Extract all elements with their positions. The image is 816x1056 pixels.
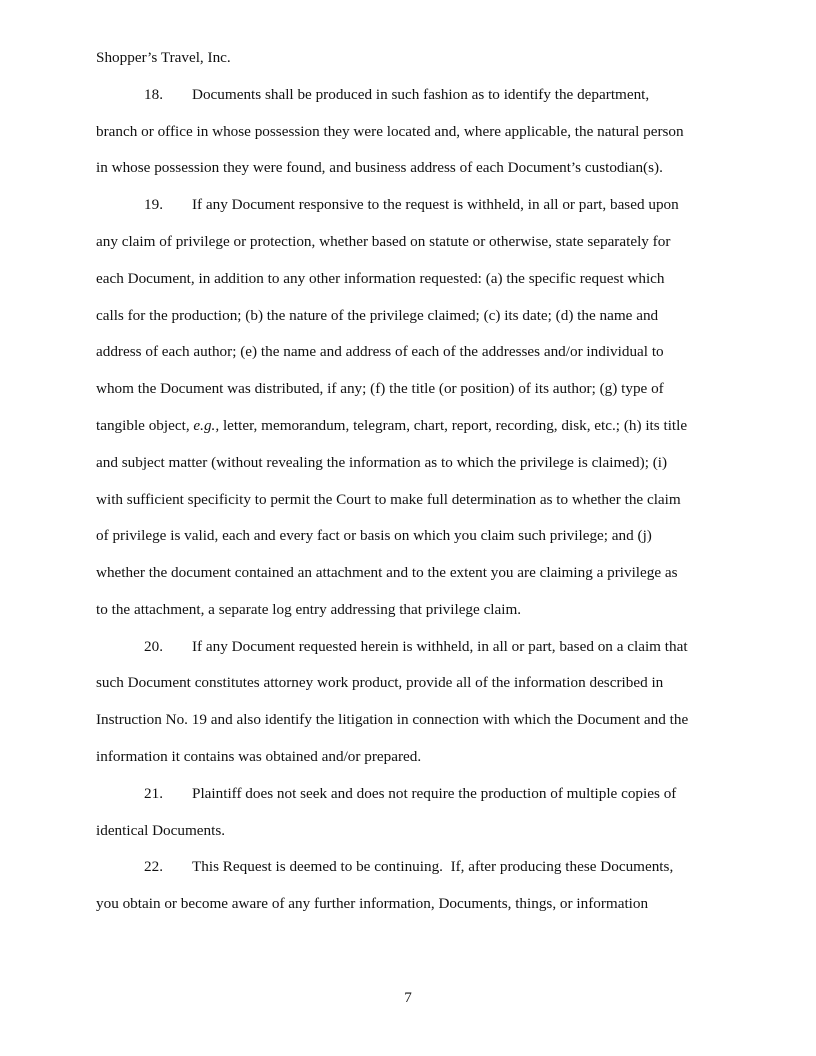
paragraph-21-line-2: identical Documents.: [96, 822, 226, 839]
paragraph-20-line-1: If any Document requested herein is withheld, in all or part, based on a claim that: [192, 638, 688, 655]
paragraph-19-line-6: whom the Document was distributed, if any; (f) the title (or position) of its author; (g) type of: [96, 380, 664, 397]
page-number: 7: [404, 989, 412, 1006]
paragraph-19-line-4: calls for the production; (b) the nature of the privilege claimed; (c) its date; (d) the name and: [96, 307, 659, 324]
paragraph-20-line-3: Instruction No. 19 and also identify the litigation in connection with which the Document and the: [96, 711, 689, 728]
paragraph-19-line-10: of privilege is valid, each and every fact or basis on which you claim such privilege; and (j): [96, 527, 652, 544]
paragraph-19-line-8: and subject matter (without revealing the information as to which the privilege is claimed); (i): [96, 454, 668, 471]
paragraph-19-line-12: to the attachment, a separate log entry addressing that privilege claim.: [96, 601, 522, 618]
paragraph-number-20: 20.: [144, 638, 163, 655]
paragraph-20-line-2: such Document constitutes attorney work product, provide all of the information described in: [96, 674, 664, 691]
running-head: Shopper’s Travel, Inc.: [96, 49, 231, 66]
paragraph-22-line-1: This Request is deemed to be continuing. If, after producing these Documents,: [192, 858, 674, 875]
paragraph-19-line-7-end: letter, memorandum, telegram, chart, report, recording, disk, etc.; (h) its title: [222, 417, 688, 434]
paragraph-22-line-2: you obtain or become aware of any further information, Documents, things, or information: [96, 895, 649, 912]
paragraph-19-line-7-start: tangible object,: [96, 417, 190, 434]
paragraph-19-line-11: whether the document contained an attachment and to the extent you are claiming a privilege as: [96, 564, 678, 581]
paragraph-20-line-4: information it contains was obtained and/or prepared.: [96, 748, 422, 765]
paragraph-18-line-1: Documents shall be produced in such fashion as to identify the department,: [192, 86, 650, 103]
paragraph-19-line-7: [96, 417, 687, 435]
paragraph-19-line-1: If any Document responsive to the request is withheld, in all or part, based upon: [192, 196, 679, 213]
paragraph-number-19: 19.: [144, 196, 163, 213]
paragraph-19-line-3: each Document, in addition to any other information requested: (a) the specific request which: [96, 270, 665, 287]
paragraph-number-18: 18.: [144, 86, 163, 103]
paragraph-18-line-2: branch or office in whose possession they were located and, where applicable, the natural person: [96, 123, 684, 140]
eg-abbreviation: e.g.,: [193, 417, 220, 434]
paragraph-19-line-9: with sufficient specificity to permit the Court to make full determination as to whether the claim: [96, 491, 681, 508]
paragraph-number-22: 22.: [144, 858, 163, 875]
paragraph-19-line-2: any claim of privilege or protection, whether based on statute or otherwise, state separately for: [96, 233, 671, 250]
paragraph-19-line-5: address of each author; (e) the name and address of each of the addresses and/or individual to: [96, 343, 664, 360]
paragraph-21-line-1: Plaintiff does not seek and does not require the production of multiple copies of: [192, 785, 677, 802]
paragraph-18-line-3: in whose possession they were found, and business address of each Document’s custodian(s).: [96, 159, 663, 176]
paragraph-number-21: 21.: [144, 785, 163, 802]
